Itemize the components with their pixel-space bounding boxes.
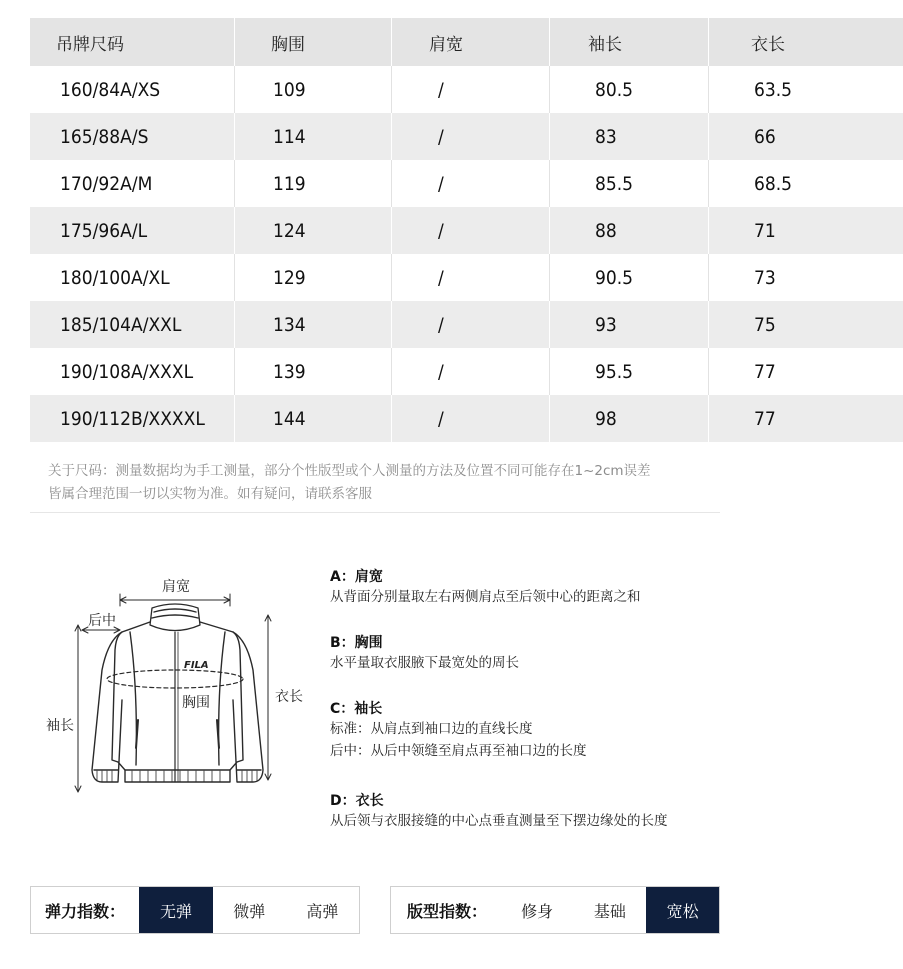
table-cell: 180/100A/XL xyxy=(30,254,235,301)
table-cell: 160/84A/XS xyxy=(30,66,235,113)
table-cell: 77 xyxy=(709,348,903,395)
table-row xyxy=(30,113,903,160)
table-row xyxy=(30,301,903,348)
definition-text: 从背面分别量取左右两侧肩点至后领中心的距离之和 xyxy=(330,589,641,605)
definition-text: 标准：从肩点到袖口边的直线长度 xyxy=(330,721,533,737)
fit-option-loose[interactable]: 宽松 xyxy=(646,887,719,933)
table-cell: / xyxy=(392,301,550,348)
table-cell: 68.5 xyxy=(709,160,903,207)
definition-text: 水平量取衣服腋下最宽处的周长 xyxy=(330,655,519,671)
shoulder-width-label: 肩宽 xyxy=(162,579,190,595)
table-cell: 85.5 xyxy=(550,160,709,207)
definition-text: 后中：从后中领缝至肩点再至袖口边的长度 xyxy=(330,743,587,759)
table-cell: / xyxy=(392,395,550,442)
table-cell: / xyxy=(392,207,550,254)
column-header: 胸围 xyxy=(235,18,392,66)
definition-title: D：衣长 xyxy=(330,793,384,809)
table-cell: / xyxy=(392,113,550,160)
table-cell: 165/88A/S xyxy=(30,113,235,160)
definition-title: C：袖长 xyxy=(330,701,383,717)
table-row xyxy=(30,395,903,442)
table-cell: 71 xyxy=(709,207,903,254)
table-row xyxy=(30,254,903,301)
fit-option-regular[interactable]: 基础 xyxy=(593,901,626,921)
table-cell: 139 xyxy=(235,348,392,395)
elasticity-option-slight[interactable]: 微弹 xyxy=(233,901,266,921)
table-cell: 114 xyxy=(235,113,392,160)
size-table xyxy=(30,18,903,442)
table-cell: / xyxy=(392,160,550,207)
column-header: 衣长 xyxy=(709,18,903,66)
fit-index xyxy=(390,886,720,934)
brand-logo: FILA xyxy=(184,660,209,671)
table-cell: 80.5 xyxy=(550,66,709,113)
table-cell: 95.5 xyxy=(550,348,709,395)
fit-option-slim[interactable]: 修身 xyxy=(521,901,554,921)
table-cell: 185/104A/XXL xyxy=(30,301,235,348)
note-line: 关于尺码：测量数据均为手工测量，部分个性版型或个人测量的方法及位置不同可能存在1~2cm误差 xyxy=(48,463,651,479)
table-cell: / xyxy=(392,66,550,113)
table-cell: 124 xyxy=(235,207,392,254)
elasticity-title: 弹力指数： xyxy=(45,901,126,921)
table-row xyxy=(30,160,903,207)
back-center-label: 后中 xyxy=(88,613,116,629)
table-cell: 75 xyxy=(709,301,903,348)
table-cell: 170/92A/M xyxy=(30,160,235,207)
table-cell: / xyxy=(392,254,550,301)
definition-title: A：肩宽 xyxy=(330,569,383,585)
table-cell: 134 xyxy=(235,301,392,348)
column-header: 吊牌尺码 xyxy=(30,18,235,66)
fit-title: 版型指数： xyxy=(407,901,488,921)
measurement-note xyxy=(48,460,728,506)
column-header: 肩宽 xyxy=(392,18,550,66)
table-row xyxy=(30,66,903,113)
table-cell: 119 xyxy=(235,160,392,207)
table-cell: 109 xyxy=(235,66,392,113)
table-cell: 190/108A/XXXL xyxy=(30,348,235,395)
table-cell: 144 xyxy=(235,395,392,442)
table-cell: 63.5 xyxy=(709,66,903,113)
elasticity-option-high[interactable]: 高弹 xyxy=(306,901,339,921)
table-cell: 129 xyxy=(235,254,392,301)
definition-sleeve xyxy=(330,698,587,762)
table-cell: 77 xyxy=(709,395,903,442)
definition-chest xyxy=(330,632,519,674)
body-length-label: 衣长 xyxy=(275,689,303,705)
table-cell: 66 xyxy=(709,113,903,160)
elasticity-index xyxy=(30,886,360,934)
table-cell: 73 xyxy=(709,254,903,301)
table-cell: 93 xyxy=(550,301,709,348)
table-cell: 83 xyxy=(550,113,709,160)
table-row xyxy=(30,207,903,254)
chest-label: 胸围 xyxy=(182,695,210,711)
table-cell: 90.5 xyxy=(550,254,709,301)
table-header-row xyxy=(30,18,903,66)
table-cell: / xyxy=(392,348,550,395)
table-cell: 88 xyxy=(550,207,709,254)
elasticity-option-none[interactable]: 无弹 xyxy=(139,887,212,933)
table-row xyxy=(30,348,903,395)
table-cell: 98 xyxy=(550,395,709,442)
table-cell: 190/112B/XXXXL xyxy=(30,395,235,442)
note-line: 皆属合理范围一切以实物为准。如有疑问，请联系客服 xyxy=(48,486,372,502)
column-header: 袖长 xyxy=(550,18,709,66)
definition-shoulder xyxy=(330,566,641,608)
jacket-diagram xyxy=(40,570,330,810)
definition-title: B：胸围 xyxy=(330,635,383,651)
table-cell: 175/96A/L xyxy=(30,207,235,254)
definition-text: 从后领与衣服接缝的中心点垂直测量至下摆边缘处的长度 xyxy=(330,813,668,829)
sleeve-length-label: 袖长 xyxy=(46,718,74,734)
definition-length xyxy=(330,790,668,832)
section-divider xyxy=(30,512,720,513)
